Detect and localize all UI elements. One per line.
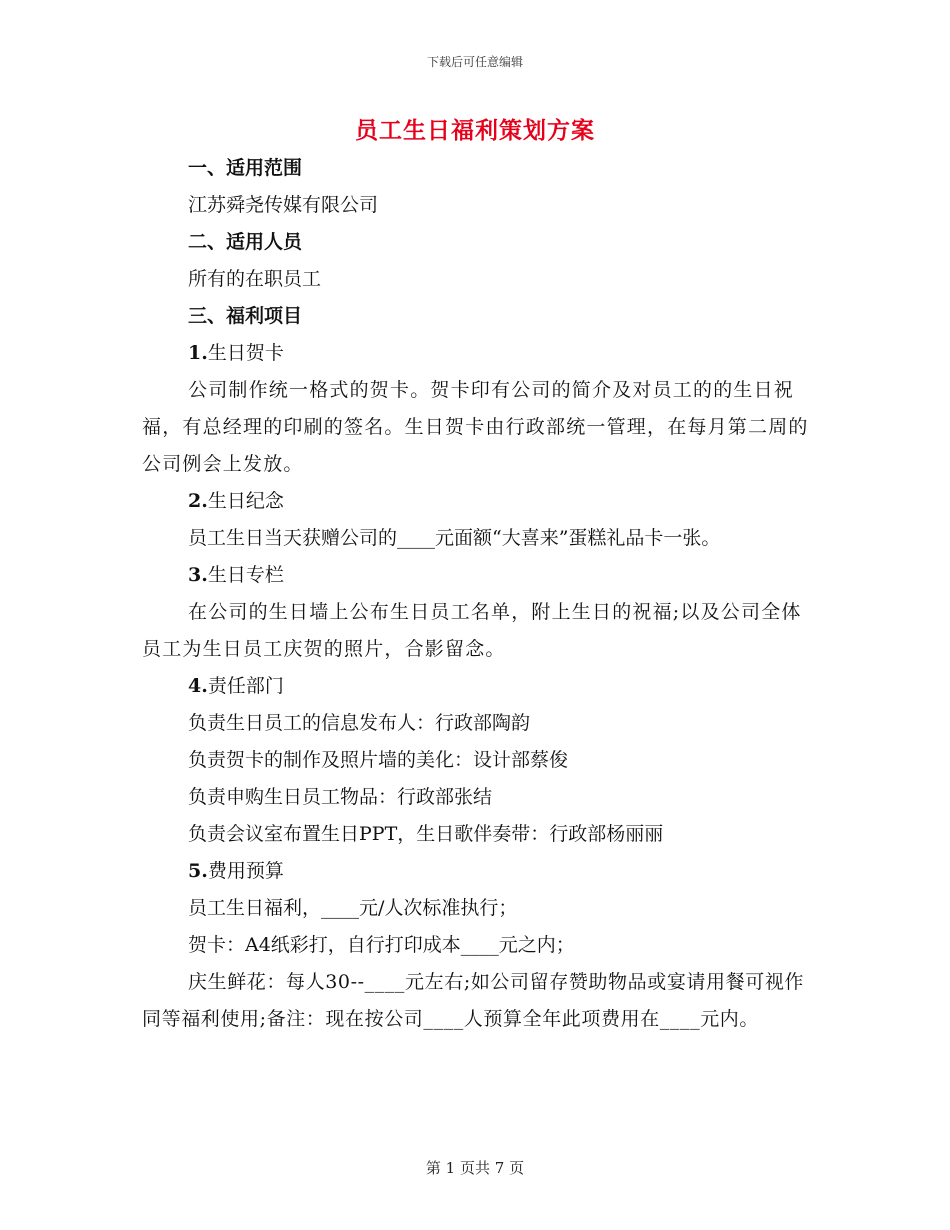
item-number: 4. [188,675,208,697]
birthday-column-text: 在公司的生日墙上公布生日员工名单，附上生日的祝福;以及公司全体员工为生日员工庆贺的照片，合影留念。 [142,601,802,660]
scope-text: 江苏舜尧传媒有限公司 [188,194,379,216]
responsible-line: 负责申购生日员工物品：行政部张结 [188,786,493,808]
responsible-line: 负责贺卡的制作及照片墙的美化：设计部蔡俊 [188,749,569,771]
document-body [142,150,812,1038]
document-title: 员工生日福利策划方案 [355,117,595,144]
item-number: 3. [188,564,208,586]
budget-line: 贺卡：A4纸彩打，自行打印成本____元之内； [188,934,575,956]
section-heading-personnel: 二、适用人员 [188,231,303,253]
item-number: 5. [188,860,208,882]
item-number: 2. [188,490,208,512]
section-heading-benefits: 三、福利项目 [188,305,303,327]
budget-flowers-text: 庆生鲜花：每人30--____元左右;如公司留存赞助物品或宴请用餐可视作同等福利使用;备注：现在按公司____人预算全年此项费用在____元内。 [142,971,805,1030]
item-heading-responsible-dept [142,668,812,705]
birthday-gift-text: 员工生日当天获赠公司的____元面额“大喜来”蛋糕礼品卡一张。 [188,527,721,549]
header-note: 下载后可任意编辑 [426,55,523,69]
item-label: 生日专栏 [207,564,284,586]
section-heading-scope: 一、适用范围 [188,157,303,179]
item-heading-budget [142,853,812,890]
responsible-line: 负责会议室布置生日PPT，生日歌伴奏带：行政部杨丽丽 [188,823,664,845]
responsible-line: 负责生日员工的信息发布人：行政部陶韵 [188,712,531,734]
personnel-text: 所有的在职员工 [188,268,322,290]
item-heading-birthday-card [142,335,812,372]
item-heading-birthday-column [142,557,812,594]
item-label: 责任部门 [207,675,284,697]
item-label: 生日纪念 [207,490,284,512]
item-heading-birthday-gift [142,483,812,520]
birthday-card-text: 公司制作统一格式的贺卡。贺卡印有公司的简介及对员工的的生日祝福，有总经理的印刷的签名。生日贺卡由行政部统一管理，在每月第二周的公司例会上发放。 [142,379,809,475]
budget-line: 员工生日福利，____元/人次标准执行； [188,897,518,919]
page-footer: 第 1 页共 7 页 [425,1159,525,1177]
item-label: 生日贺卡 [207,342,284,364]
item-label: 费用预算 [207,860,284,882]
item-number: 1. [188,342,208,364]
